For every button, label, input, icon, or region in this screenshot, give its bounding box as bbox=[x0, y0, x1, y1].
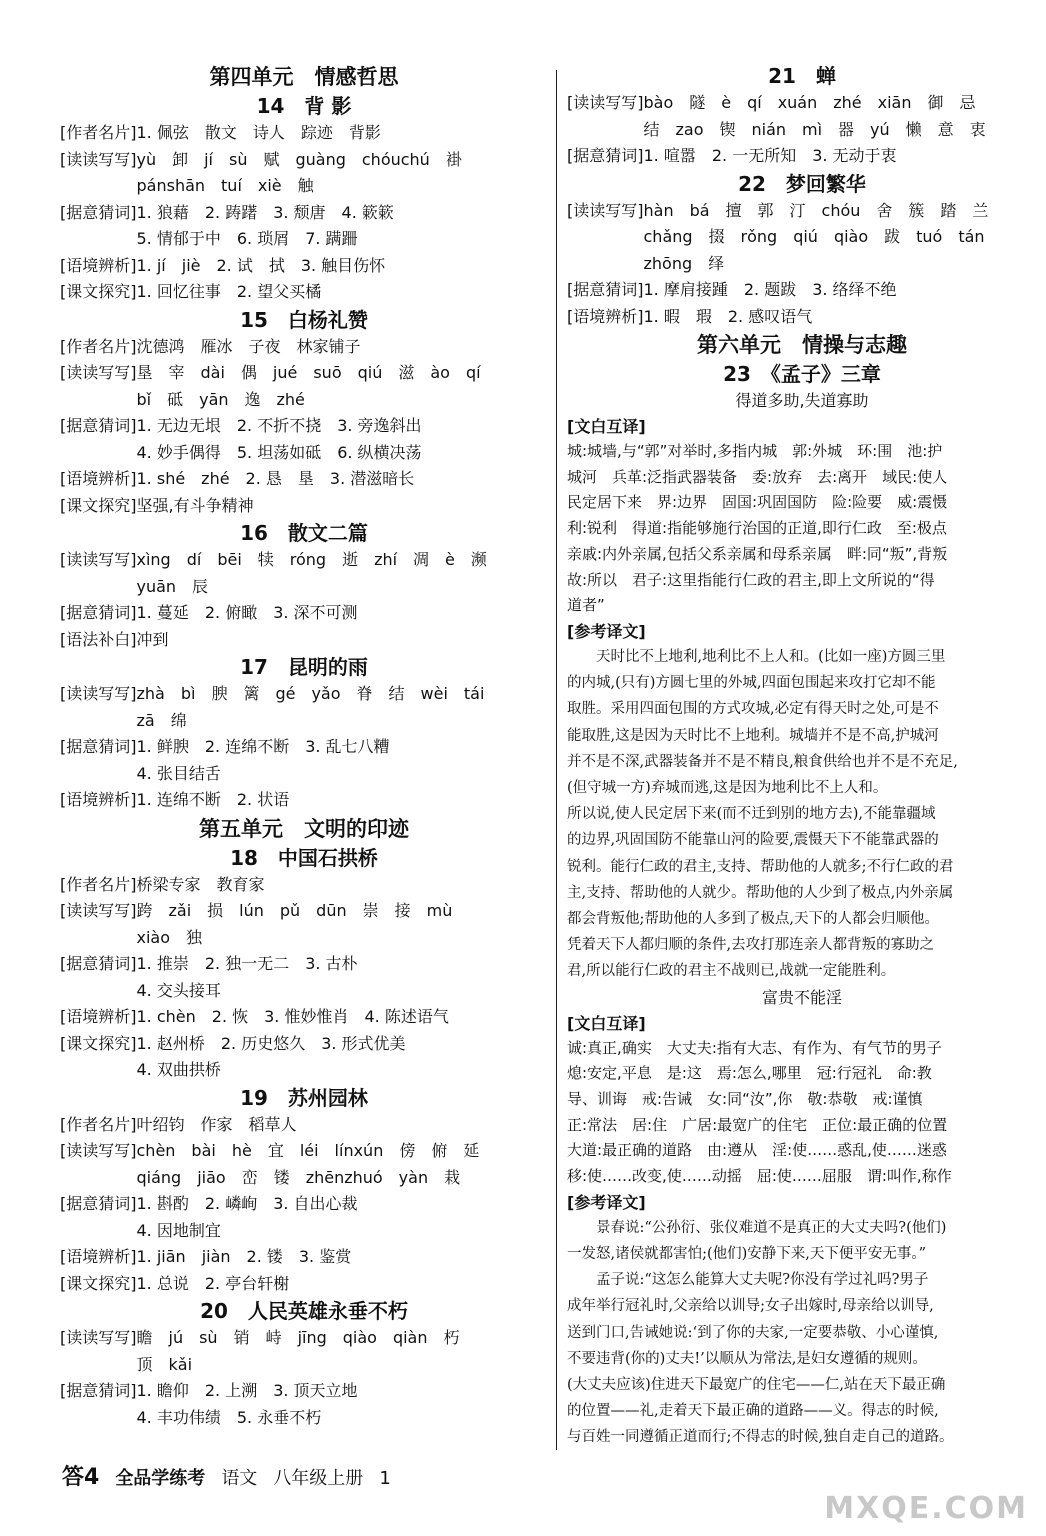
row-content bbox=[137, 600, 549, 627]
answer-row bbox=[60, 681, 548, 734]
lesson-title: 15 白杨礼赞 bbox=[240, 307, 368, 332]
text-line: 故:所以 君子:这里指能行仁政的君主,即上文所说的“得 bbox=[567, 570, 935, 589]
answer-line: 1. 摩肩接踵 2. 题跋 3. 络绎不绝 bbox=[643, 280, 897, 299]
answer-line: 1. 瞻仰 2. 上溯 3. 顶天立地 bbox=[136, 1381, 358, 1400]
right-column bbox=[567, 62, 1037, 1451]
glossary-block bbox=[567, 439, 1037, 619]
answer-line: 跨 zǎi 损 lún pǔ dūn 崇 接 mù bbox=[136, 901, 453, 920]
text-line: 君,所以能行仁政的君主不战则已,战就一定能胜利。 bbox=[567, 963, 896, 980]
text-line: 与百姓一同遵循正道而行;不得志的时候,独自走自己的道路。 bbox=[567, 1429, 954, 1446]
text-line: 导、训诲 戒:告诫 女:同“汝”,你 敬:恭敬 戒:谨慎 bbox=[567, 1089, 923, 1108]
row-content bbox=[137, 466, 549, 493]
row-label: [语境辨析] bbox=[60, 1247, 137, 1266]
text-line: 都会背叛他;帮助他的人多到了极点,天下的人都会归顺他。 bbox=[567, 910, 939, 927]
answer-line: 4. 双曲拱桥 bbox=[136, 1060, 221, 1079]
text-line: 凭着天下人都归顺的条件,去攻打那连亲人都背叛的寡助之 bbox=[567, 937, 935, 954]
translation-block bbox=[567, 644, 1037, 985]
row-label: [课文探究] bbox=[60, 1273, 137, 1293]
answer-row bbox=[60, 627, 548, 654]
row-label: [读读写写] bbox=[567, 200, 644, 220]
answer-line: 叶绍钧 作家 稻草人 bbox=[136, 1114, 297, 1134]
text-line: 正:常法 居:住 广居:最宽广的住宅 正位:最正确的位置 bbox=[567, 1115, 948, 1134]
answer-row bbox=[60, 872, 548, 899]
answer-line: 4. 丰功伟绩 5. 永垂不朽 bbox=[136, 1407, 322, 1427]
row-content bbox=[644, 198, 1038, 278]
lesson-title: 17 昆明的雨 bbox=[240, 655, 368, 679]
row-label: [据意猜词] bbox=[60, 1381, 137, 1400]
row-label: [据意猜词] bbox=[60, 1194, 137, 1213]
answer-line: 1. 无边无垠 2. 不折不挠 3. 旁逸斜出 bbox=[136, 416, 422, 435]
row-content bbox=[137, 1244, 549, 1271]
row-content bbox=[137, 627, 549, 654]
row-label: [据意猜词] bbox=[60, 202, 137, 222]
text-line: 城河 兵革:泛指武器装备 委:放弃 去:离开 域民:使人 bbox=[567, 467, 948, 486]
answer-row bbox=[60, 1031, 548, 1084]
text-line: 利:锐利 得道:指能够施行治国的正道,即行仁政 至:极点 bbox=[567, 519, 947, 538]
answer-line: chèn bài hè 宜 léi línxún 傍 俯 延 bbox=[136, 1141, 480, 1160]
page-number: 答4 bbox=[62, 1465, 100, 1490]
lesson-title: 14 背 影 bbox=[256, 94, 352, 118]
answer-line: 1. 斟酌 2. 嶙峋 3. 自出心裁 bbox=[136, 1194, 358, 1213]
section-subtitle: 得道多助,失道寡助 bbox=[735, 391, 869, 410]
answer-line: 1. 佩弦 散文 诗人 踪迹 背影 bbox=[136, 123, 381, 142]
row-content bbox=[137, 1031, 549, 1084]
text-line: 景春说:“公孙衍、张仪难道不是真正的大丈夫吗?(他们) bbox=[567, 1219, 947, 1236]
answer-line: 1. 推崇 2. 独一无二 3. 古朴 bbox=[136, 954, 358, 973]
answer-line: 1. 总说 2. 亭台轩榭 bbox=[136, 1273, 290, 1293]
row-label: [语境辨析] bbox=[60, 255, 137, 275]
translation-block bbox=[567, 1215, 1037, 1451]
row-label: [语境辨析] bbox=[567, 306, 644, 326]
text-line: 一发怒,诸侯就都害怕;(他们)安静下来,天下便平安无事。” bbox=[567, 1245, 927, 1262]
block-label: [文白互译] bbox=[567, 1013, 646, 1033]
row-label: [读读写写] bbox=[60, 1328, 137, 1347]
row-content bbox=[137, 681, 549, 734]
answer-row bbox=[60, 898, 548, 951]
row-content bbox=[137, 734, 549, 787]
answer-line: zhà bì 腴 篱 gé yǎo 脊 结 wèi tái bbox=[136, 684, 485, 703]
text-line: 的边界,巩固国防不能靠山河的险要,震慑天下不能靠武器的 bbox=[567, 832, 939, 849]
text-line: 熄:安定,平息 是:这 焉:怎么,哪里 冠:行冠礼 命:教 bbox=[567, 1064, 932, 1083]
row-content bbox=[644, 304, 1038, 331]
row-content bbox=[137, 1138, 549, 1191]
row-label: [课文探究] bbox=[60, 1033, 137, 1053]
answer-row bbox=[60, 1271, 548, 1298]
row-content bbox=[137, 951, 549, 1004]
answer-line: xìng dí bēi 犊 róng 逝 zhí 凋 è 濒 bbox=[136, 550, 487, 569]
lesson-title: 23 《孟子》三章 bbox=[723, 362, 881, 386]
answer-line: qiáng jiāo 峦 镂 zhēnzhuó yàn 栽 bbox=[136, 1167, 461, 1187]
row-content bbox=[137, 1191, 549, 1244]
answer-line: bǐ 砥 yān 逸 zhé bbox=[136, 389, 305, 409]
answer-line: 1. 蔓延 2. 俯瞰 3. 深不可测 bbox=[136, 603, 358, 622]
answer-line: 1. 鲜腴 2. 连绵不断 3. 乱七八糟 bbox=[136, 737, 390, 756]
block-label: [文白互译] bbox=[567, 417, 646, 436]
row-content bbox=[137, 147, 549, 200]
block-label: [参考译文] bbox=[567, 1192, 646, 1212]
answer-row bbox=[60, 253, 548, 280]
answer-row bbox=[567, 277, 1037, 304]
text-line: 并不是不深,武器装备并不是不精良,粮食供给也并不是不充足, bbox=[567, 753, 958, 770]
answer-row bbox=[60, 334, 548, 361]
text-line: 的位置——礼,走着天下最正确的道路——义。得志的时候, bbox=[567, 1403, 939, 1420]
text-line: 主,支持、帮助他的人就少。帮助他的人少到了极点,内外亲属 bbox=[567, 884, 954, 901]
text-line: 民定居下来 界:边界 固国:巩固国防 险:险要 威:震慑 bbox=[567, 493, 948, 512]
answer-line: 1. shé zhé 2. 恳 垦 3. 潜滋暗长 bbox=[136, 469, 415, 488]
row-content bbox=[137, 1325, 549, 1378]
subject-label: 语文 bbox=[221, 1468, 258, 1489]
row-content bbox=[644, 277, 1038, 304]
row-content bbox=[137, 1112, 549, 1139]
row-label: [据意猜词] bbox=[567, 280, 644, 299]
answer-row bbox=[60, 951, 548, 1004]
answer-row bbox=[567, 198, 1037, 278]
block-label: [参考译文] bbox=[567, 621, 646, 641]
answer-line: hàn bá 擅 郭 汀 chóu 舍 簇 踏 兰 bbox=[643, 200, 989, 220]
answer-row bbox=[60, 1112, 548, 1139]
answer-line: 5. 情郁于中 6. 琐屑 7. 蹒跚 bbox=[136, 229, 358, 248]
answer-line: 1. 回忆往事 2. 望父买橘 bbox=[136, 282, 322, 301]
text-line: 移:使……改变,使……动摇 屈:使……屈服 谓:叫作,称作 bbox=[567, 1167, 952, 1186]
answer-row bbox=[60, 1138, 548, 1191]
answer-line: 4. 张目结舌 bbox=[136, 763, 221, 783]
answer-row bbox=[60, 1244, 548, 1271]
text-line: 不要违背(你的)丈夫!’以顺从为常法,是妇女遵循的规则。 bbox=[567, 1350, 927, 1367]
row-content bbox=[137, 120, 549, 147]
row-label: [语境辨析] bbox=[60, 790, 137, 809]
answer-line: zhōng 绎 bbox=[643, 253, 725, 273]
answer-row bbox=[60, 200, 548, 253]
row-content bbox=[137, 1271, 549, 1298]
row-content bbox=[137, 787, 549, 814]
grade-label: 八年级上册 bbox=[273, 1468, 364, 1489]
text-line: 的内城,(只有)方圆七里的外城,四面包围起来攻打它却不能 bbox=[567, 675, 936, 692]
answer-row bbox=[60, 734, 548, 787]
answer-line: 1. 喧嚣 2. 一无所知 3. 无动于衷 bbox=[643, 146, 897, 165]
answer-row bbox=[60, 147, 548, 200]
answer-row bbox=[60, 279, 548, 306]
row-label: [读读写写] bbox=[567, 93, 644, 112]
row-content bbox=[137, 547, 549, 600]
row-label: [据意猜词] bbox=[60, 954, 137, 973]
row-label: [作者名片] bbox=[60, 123, 137, 142]
row-label: [读读写写] bbox=[60, 363, 137, 382]
row-label: [读读写写] bbox=[60, 901, 137, 920]
row-label: [据意猜词] bbox=[567, 146, 644, 165]
row-content bbox=[137, 253, 549, 280]
answer-line: bào 隧 è qí xuán zhé xiān 御 忌 bbox=[643, 93, 976, 112]
answer-line: 1. 暇 瑕 2. 感叹语气 bbox=[643, 306, 813, 326]
row-label: [语法补白] bbox=[60, 629, 137, 649]
row-content bbox=[137, 360, 549, 413]
row-label: [读读写写] bbox=[60, 1141, 137, 1160]
answer-row bbox=[60, 600, 548, 627]
answer-row bbox=[60, 493, 548, 520]
answer-line: yuān 辰 bbox=[136, 576, 209, 596]
answer-row bbox=[60, 1191, 548, 1244]
text-line: 天时比不上地利,地利比不上人和。(比如一座)方圆三里 bbox=[567, 648, 946, 665]
answer-line: yù 卸 jí sù 赋 guàng chóuchú 褂 bbox=[136, 149, 462, 169]
row-label: [读读写写] bbox=[60, 550, 137, 569]
row-content bbox=[644, 143, 1038, 170]
row-label: [语境辨析] bbox=[60, 469, 137, 488]
row-label: [据意猜词] bbox=[60, 416, 137, 435]
answer-row bbox=[60, 413, 548, 466]
text-line: (但守城一方)弃城而逃,这是因为地利比不上人和。 bbox=[567, 779, 888, 796]
lesson-title: 21 蝉 bbox=[768, 64, 836, 88]
row-content bbox=[137, 334, 549, 361]
answer-line: 1. chèn 2. 恢 3. 惟妙惟肖 4. 陈述语气 bbox=[136, 1007, 449, 1026]
answer-line: 4. 交头接耳 bbox=[136, 980, 221, 1000]
unit-heading: 第五单元 文明的印迹 bbox=[199, 816, 409, 841]
text-line: 城:城墙,与“郭”对举时,多指内城 郭:外城 环:围 池:护 bbox=[567, 442, 943, 460]
answer-row bbox=[60, 1378, 548, 1431]
text-line: 送到门口,告诫她说:‘到了你的夫家,一定要恭敬、小心谨慎, bbox=[567, 1324, 939, 1341]
text-line: 锐利。能行仁政的君主,支持、帮助他的人就多;不行仁政的君 bbox=[567, 858, 954, 875]
answer-line: 1. 连绵不断 2. 状语 bbox=[136, 790, 290, 809]
answer-line: 桥梁专家 教育家 bbox=[136, 874, 265, 894]
section-subtitle: 富贵不能淫 bbox=[761, 987, 842, 1007]
row-content bbox=[137, 872, 549, 899]
row-label: [读读写写] bbox=[60, 149, 137, 169]
answer-row bbox=[60, 547, 548, 600]
row-content bbox=[137, 279, 549, 306]
answer-line: 冲到 bbox=[136, 629, 169, 649]
answer-row bbox=[60, 1325, 548, 1378]
lesson-title: 22 梦回繁华 bbox=[738, 171, 866, 196]
text-line: 诚:真正,确实 大丈夫:指有大志、有作为、有气节的男子 bbox=[567, 1038, 942, 1057]
column-divider bbox=[556, 70, 557, 1450]
row-content bbox=[137, 200, 549, 253]
answer-line: 沈德鸿 雁冰 子夜 林家铺子 bbox=[136, 336, 361, 356]
answer-line: 瞻 jú sù 销 峙 jīng qiào qiàn 朽 bbox=[136, 1328, 460, 1347]
answer-line: pánshān tuí xiè 触 bbox=[136, 176, 314, 195]
answer-line: 1. jiān jiàn 2. 镂 3. 鉴赏 bbox=[136, 1247, 352, 1266]
lesson-title: 19 苏州园林 bbox=[240, 1085, 368, 1110]
answer-line: 坚强,有斗争精神 bbox=[136, 495, 254, 515]
answer-row bbox=[60, 360, 548, 413]
watermark: MXQE.COM bbox=[824, 1491, 1028, 1526]
brand-name: 全品学练考 bbox=[115, 1468, 206, 1489]
row-label: [课文探究] bbox=[60, 495, 137, 515]
answer-row bbox=[60, 1004, 548, 1031]
row-content bbox=[644, 90, 1038, 143]
glossary-block bbox=[567, 1036, 1037, 1190]
row-label: [读读写写] bbox=[60, 684, 137, 703]
text-line: 能取胜,这是因为天时比不上地利。城墙并不是不高,护城河 bbox=[567, 727, 939, 744]
answer-line: chǎng 掇 rǒng qiú qiào 跋 tuó tán bbox=[643, 227, 985, 246]
text-line: (大丈夫应该)住进天下最宽广的住宅——仁,站在天下最正确 bbox=[567, 1377, 946, 1393]
unit-heading: 第四单元 情感哲思 bbox=[209, 65, 399, 89]
answer-row bbox=[60, 787, 548, 814]
row-label: [据意猜词] bbox=[60, 603, 137, 622]
text-line: 大道:最正确的道路 由:遵从 淫:使……惑乱,使……迷惑 bbox=[567, 1141, 947, 1160]
answer-line: 顶 kǎi bbox=[136, 1354, 193, 1374]
answer-line: 1. jí jiè 2. 试 拭 3. 触目伤怀 bbox=[136, 255, 386, 275]
lesson-title: 20 人民英雄永垂不朽 bbox=[200, 1299, 408, 1323]
row-content bbox=[137, 1004, 549, 1031]
answer-row bbox=[60, 120, 548, 147]
text-line: 成年举行冠礼时,父亲给以训导;女子出嫁时,母亲给以训导, bbox=[567, 1298, 934, 1315]
row-label: [语境辨析] bbox=[60, 1007, 137, 1026]
row-label: [作者名片] bbox=[60, 1114, 137, 1134]
answer-line: 4. 妙手偶得 5. 坦荡如砥 6. 纵横决荡 bbox=[136, 442, 422, 462]
volume-number: 1 bbox=[379, 1468, 391, 1489]
text-line: 孟子说:“这怎么能算大丈夫呢?你没有学过礼吗?男子 bbox=[567, 1272, 929, 1289]
lesson-title: 18 中国石拱桥 bbox=[230, 845, 378, 870]
answer-line: zā 绵 bbox=[136, 710, 187, 730]
page-footer bbox=[62, 1460, 391, 1491]
answer-row bbox=[60, 466, 548, 493]
answer-line: 1. 赵州桥 2. 历史悠久 3. 形式优美 bbox=[136, 1033, 406, 1053]
answer-row bbox=[567, 143, 1037, 170]
left-column bbox=[60, 62, 548, 1431]
row-content bbox=[137, 413, 549, 466]
lesson-title: 16 散文二篇 bbox=[240, 521, 368, 545]
text-line: 所以说,使人民定居下来(而不迁到别的地方去),不能靠疆域 bbox=[567, 806, 936, 823]
answer-line: 4. 因地制宜 bbox=[136, 1220, 221, 1240]
row-label: [课文探究] bbox=[60, 282, 137, 301]
answer-row bbox=[567, 304, 1037, 331]
answer-row bbox=[567, 90, 1037, 143]
text-line: 亲戚:内外亲属,包括父系亲属和母系亲属 畔:同“叛”,背叛 bbox=[567, 544, 948, 563]
text-line: 取胜。采用四面包围的方式攻城,必定有得天时之处,可是不 bbox=[567, 701, 939, 718]
unit-heading: 第六单元 情操与志趣 bbox=[697, 333, 907, 357]
answer-line: xiào 独 bbox=[136, 927, 203, 947]
answer-line: 垦 宰 dài 偶 jué suō qiú 滋 ào qí bbox=[136, 363, 481, 382]
row-content bbox=[137, 898, 549, 951]
text-line: 道者” bbox=[567, 596, 605, 615]
answer-line: 结 zao 锲 nián mì 器 yú 懒 意 衷 bbox=[643, 119, 986, 139]
row-content bbox=[137, 1378, 549, 1431]
answer-line: 1. 狼藉 2. 踌躇 3. 颓唐 4. 簌簌 bbox=[136, 202, 394, 222]
row-label: [作者名片] bbox=[60, 874, 137, 894]
row-label: [作者名片] bbox=[60, 336, 137, 356]
row-content bbox=[137, 493, 549, 520]
row-label: [据意猜词] bbox=[60, 737, 137, 756]
